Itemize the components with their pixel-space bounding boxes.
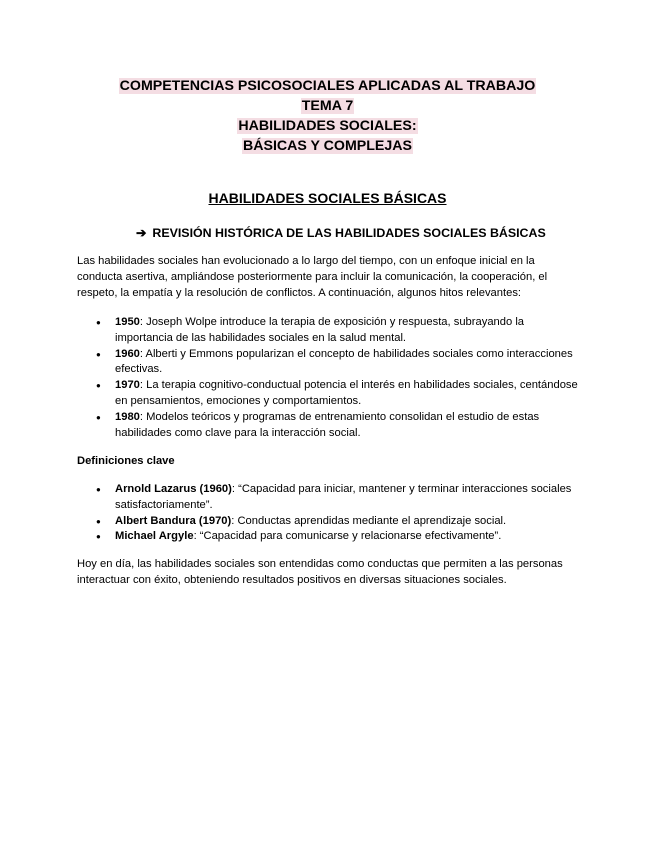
list-item: [77, 315, 582, 347]
arrow-right-icon: ➔: [136, 226, 147, 240]
title-line: COMPETENCIAS PSICOSOCIALES APLICADAS AL TRABAJO: [119, 78, 536, 94]
milestone-year: 1970: [115, 379, 140, 392]
definitions-list: [77, 482, 582, 545]
milestone-year: 1950: [115, 316, 140, 328]
section-title: HABILIDADES SOCIALES BÁSICAS: [208, 190, 447, 206]
document-title: [0, 76, 655, 156]
subsection-heading: [136, 224, 546, 242]
list-item: [77, 347, 582, 379]
definition-author: Arnold Lazarus (1960): [115, 483, 232, 495]
intro-paragraph: Las habilidades sociales han evolucionado a lo largo del tiempo, con un enfoque inicial en la conducta asertiva, ampliándose posteriormente para incluir la comunicación, la cooperación, el respeto, la empatía y la resolución de conflictos. A continuación, algunos hitos relevantes:: [77, 255, 548, 299]
milestone-year: 1980: [115, 410, 140, 423]
title-line: HABILIDADES SOCIALES:: [238, 118, 417, 134]
milestone-text: : La terapia cognitivo-conductual potencia el interés en habilidades sociales, centándose en pensamientos, emociones y comportamientos.: [115, 379, 578, 407]
milestone-year: 1960: [115, 347, 140, 360]
definitions-heading: Definiciones clave: [77, 455, 175, 467]
milestone-text: : Modelos teóricos y programas de entrenamiento consolidan el estudio de estas habilidades como clave para la interacción social.: [115, 410, 540, 439]
definition-text: : “Capacidad para iniciar, mantener y terminar interacciones sociales satisfactoriamente”.: [115, 483, 572, 511]
list-item: [77, 410, 582, 442]
conclusion-paragraph: Hoy en día, las habilidades sociales son entendidas como conductas que permiten a las personas interactuar con éxito, obteniendo resultados positivos en diversas situaciones sociales.: [77, 558, 563, 586]
milestones-list: [77, 315, 582, 441]
list-item: [77, 482, 582, 514]
milestone-text: : Joseph Wolpe introduce la terapia de exposición y respuesta, subrayando la importancia de las habilidades sociales en la salud mental.: [115, 316, 525, 344]
title-line: BÁSICAS Y COMPLEJAS: [243, 138, 412, 154]
title-line: TEMA 7: [301, 98, 354, 114]
list-item: [77, 529, 582, 545]
list-item: [77, 378, 582, 410]
definition-author: Albert Bandura (1970): [115, 514, 232, 527]
definition-author: Michael Argyle: [115, 530, 194, 543]
subsection-title: REVISIÓN HISTÓRICA DE LAS HABILIDADES SOCIALES BÁSICAS: [152, 226, 546, 240]
milestone-text: : Alberti y Emmons popularizan el concepto de habilidades sociales como interacciones efectivas.: [115, 347, 573, 376]
definition-text: : Conductas aprendidas mediante el aprendizaje social.: [231, 514, 507, 527]
definition-text: : “Capacidad para comunicarse y relacionarse efectivamente”.: [193, 530, 502, 543]
list-item: [77, 514, 582, 530]
